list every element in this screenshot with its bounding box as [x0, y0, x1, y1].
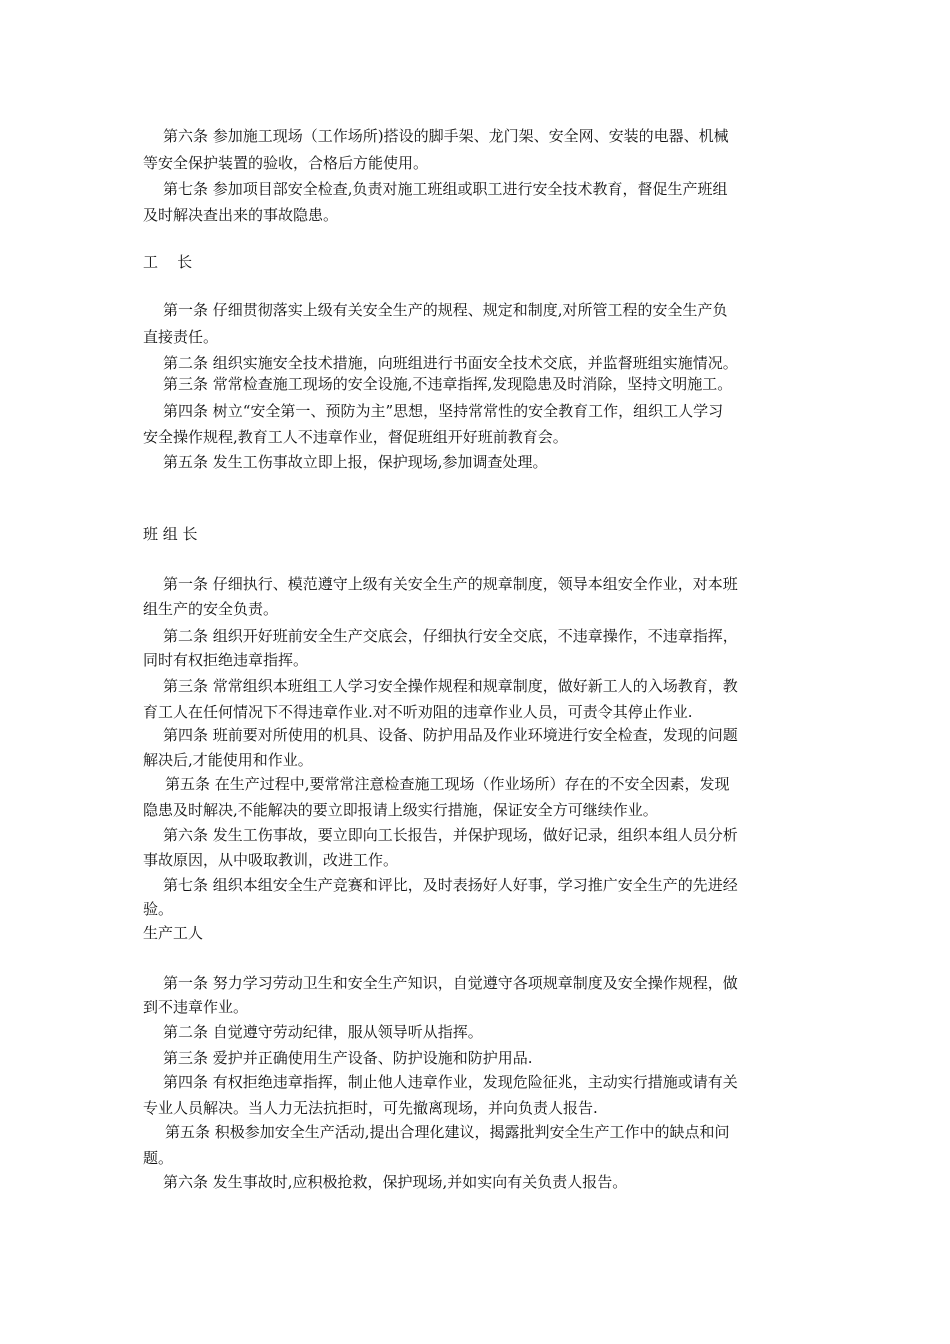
clause-line: 第四条 有权拒绝违章指挥，制止他人违章作业，发现危险征兆，主动实行措施或请有关	[163, 1073, 738, 1091]
clause-line: 直接责任。	[143, 328, 219, 346]
clause-line: 解决后,才能使用和作业。	[143, 751, 313, 769]
clause-line: 隐患及时解决,不能解决的要立即报请上级实行措施，保证安全方可继续作业。	[143, 801, 658, 819]
clause-line: 及时解决查出来的事故隐患。	[143, 206, 339, 224]
clause-line: 第四条 树立“安全第一、预防为主”思想，坚持常常性的安全教育工作，组织工人学习	[163, 402, 724, 420]
clause-line: 第六条 发生事故时,应积极抢救，保护现场,并如实向有关负责人报告。	[163, 1173, 628, 1191]
clause-line: 第三条 爱护并正确使用生产设备、防护设施和防护用品.	[163, 1049, 533, 1067]
clause-line: 到不违章作业。	[143, 998, 249, 1016]
clause-line: 第二条 组织实施安全技术措施，向班组进行书面安全技术交底，并监督班组实施情况。	[163, 354, 738, 372]
clause-line: 第四条 班前要对所使用的机具、设备、防护用品及作业环境进行安全检查，发现的问题	[163, 726, 738, 744]
clause-line: 第六条 发生工伤事故，要立即向工长报告，并保护现场，做好记录，组织本组人员分析	[163, 826, 738, 844]
clause-line: 第七条 参加项目部安全检查,负责对施工班组或职工进行安全技术教育，督促生产班组	[163, 180, 728, 198]
clause-line: 安全操作规程,教育工人不违章作业，督促班组开好班前教育会。	[143, 428, 568, 446]
clause-line: 等安全保护装置的验收，合格后方能使用。	[143, 154, 429, 172]
section-heading: 工 长	[143, 253, 193, 271]
clause-line: 第一条 仔细执行、模范遵守上级有关安全生产的规章制度，领导本组安全作业，对本班	[163, 575, 738, 593]
clause-line: 第二条 自觉遵守劳动纪律，服从领导听从指挥。	[163, 1023, 483, 1041]
clause-line: 第五条 在生产过程中,要常常注意检查施工现场（作业场所）存在的不安全因素，发现	[165, 775, 730, 793]
clause-line: 第一条 努力学习劳动卫生和安全生产知识，自觉遵守各项规章制度及安全操作规程，做	[163, 974, 738, 992]
clause-line: 第五条 发生工伤事故立即上报，保护现场,参加调查处理。	[163, 453, 548, 471]
clause-line: 育工人在任何情况下不得违章作业.对不听劝阻的违章作业人员，可责令其停止作业.	[143, 703, 693, 721]
clause-line: 题。	[143, 1149, 174, 1167]
clause-line: 第三条 常常组织本班组工人学习安全操作规程和规章制度，做好新工人的入场教育，教	[163, 677, 738, 695]
clause-line: 第六条 参加施工现场（工作场所)搭设的脚手架、龙门架、安全网、安装的电器、机械	[163, 127, 729, 145]
clause-line: 专业人员解决。当人力无法抗拒时，可先撤离现场，并向负责人报告.	[143, 1099, 598, 1117]
clause-line: 组生产的安全负责。	[143, 600, 279, 618]
clause-line: 第二条 组织开好班前安全生产交底会，仔细执行安全交底，不违章操作，不违章指挥，	[163, 627, 738, 645]
clause-line: 第一条 仔细贯彻落实上级有关安全生产的规程、规定和制度,对所管工程的安全生产负	[163, 301, 728, 319]
clause-line: 第三条 常常检查施工现场的安全设施,不违章指挥,发现隐患及时消除，坚持文明施工。	[163, 375, 733, 393]
clause-line: 验。	[143, 900, 174, 918]
section-heading: 班 组 长	[143, 525, 198, 543]
section-heading: 生产工人	[143, 924, 204, 942]
clause-line: 第五条 积极参加安全生产活动,提出合理化建议，揭露批判安全生产工作中的缺点和问	[165, 1123, 730, 1141]
clause-line: 事故原因，从中吸取教训，改进工作。	[143, 851, 399, 869]
clause-line: 第七条 组织本组安全生产竞赛和评比，及时表扬好人好事，学习推广安全生产的先进经	[163, 876, 738, 894]
clause-line: 同时有权拒绝违章指挥。	[143, 651, 309, 669]
